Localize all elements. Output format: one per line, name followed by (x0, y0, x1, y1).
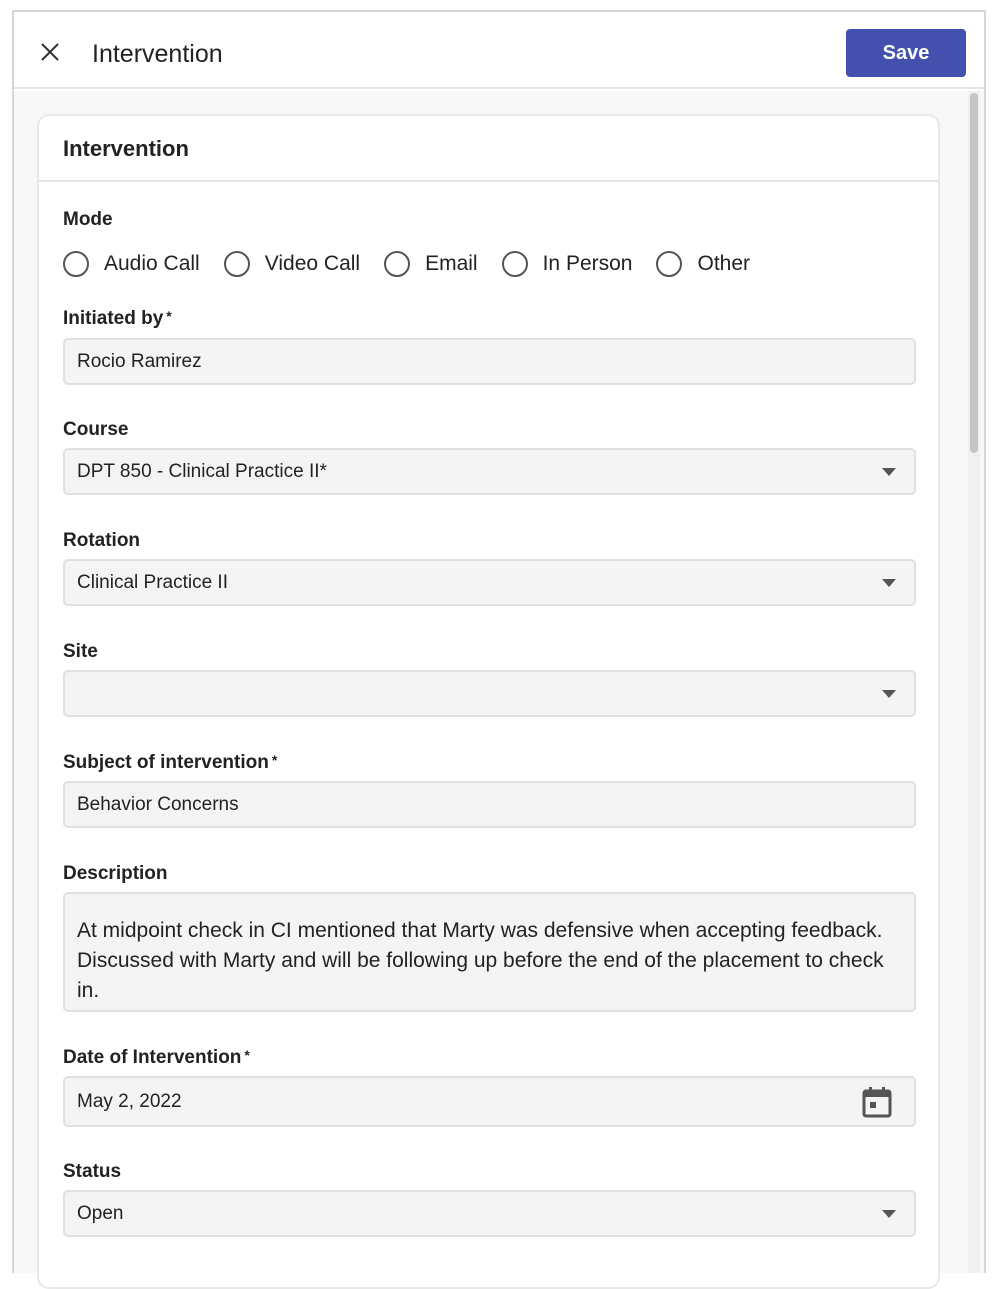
radio-other[interactable] (656, 251, 750, 277)
initiated-by-input[interactable] (63, 338, 916, 385)
site-select[interactable] (63, 670, 916, 717)
field-value: At midpoint check in CI mentioned that Marty was defensive when accepting feedback. Discussed with Marty and will be following up before the end of the placement to check in. (77, 919, 884, 1002)
radio-audio-call[interactable] (63, 251, 200, 277)
subject-input[interactable] (63, 781, 916, 828)
course-select[interactable] (63, 448, 916, 495)
field-value: Clinical Practice II (77, 572, 228, 593)
rotation-select[interactable] (63, 559, 916, 606)
status-label: Status (63, 1161, 122, 1182)
description-textarea[interactable] (63, 892, 916, 1012)
radio-email[interactable] (384, 251, 478, 277)
field-value: May 2, 2022 (77, 1091, 182, 1112)
radio-label: Video Call (264, 252, 361, 275)
radio-label: Audio Call (104, 252, 200, 275)
rotation-label: Rotation (63, 530, 141, 551)
radio-video-call[interactable] (224, 251, 360, 277)
date-label (63, 1047, 250, 1069)
label-text: Initiated by (63, 308, 164, 329)
description-label: Description (63, 863, 168, 884)
radio-circle-icon (384, 251, 410, 277)
radio-circle-icon (656, 251, 682, 277)
field-value: DPT 850 - Clinical Practice II* (77, 461, 327, 482)
scrollbar-thumb[interactable] (970, 93, 978, 453)
required-marker: * (244, 1047, 250, 1063)
mode-label: Mode (63, 209, 113, 230)
mode-radio-group (63, 251, 774, 277)
course-label: Course (63, 419, 129, 440)
save-button[interactable]: Save (846, 29, 966, 77)
radio-label: Email (425, 252, 478, 275)
required-marker: * (271, 752, 278, 768)
chevron-down-icon (882, 579, 896, 587)
subject-label (63, 752, 277, 774)
field-value: Rocio Ramirez (77, 351, 202, 372)
required-marker: * (166, 308, 172, 324)
calendar-icon[interactable] (862, 1086, 892, 1118)
status-select[interactable] (63, 1190, 916, 1237)
field-value: Behavior Concerns (77, 794, 239, 815)
initiated-by-label (63, 308, 172, 330)
dialog-content (14, 91, 984, 1273)
divider (39, 180, 938, 182)
close-icon[interactable] (40, 42, 60, 62)
label-text: Subject of intervention (63, 752, 269, 773)
radio-circle-icon (502, 251, 528, 277)
intervention-card (37, 114, 940, 1289)
dialog-title: Intervention (92, 40, 223, 68)
chevron-down-icon (882, 1210, 896, 1218)
dialog-header (14, 12, 984, 89)
chevron-down-icon (882, 690, 896, 698)
label-text: Date of Intervention (63, 1047, 242, 1068)
radio-circle-icon (63, 251, 89, 277)
radio-label: In Person (542, 252, 633, 275)
date-input[interactable] (63, 1076, 916, 1127)
scrollbar[interactable] (968, 91, 980, 1273)
radio-label: Other (697, 252, 751, 275)
radio-circle-icon (224, 251, 250, 277)
card-title: Intervention (63, 136, 189, 161)
dialog (12, 10, 986, 1273)
site-label: Site (63, 641, 98, 662)
chevron-down-icon (882, 468, 896, 476)
radio-in-person[interactable] (502, 251, 633, 277)
field-value: Open (77, 1203, 124, 1224)
